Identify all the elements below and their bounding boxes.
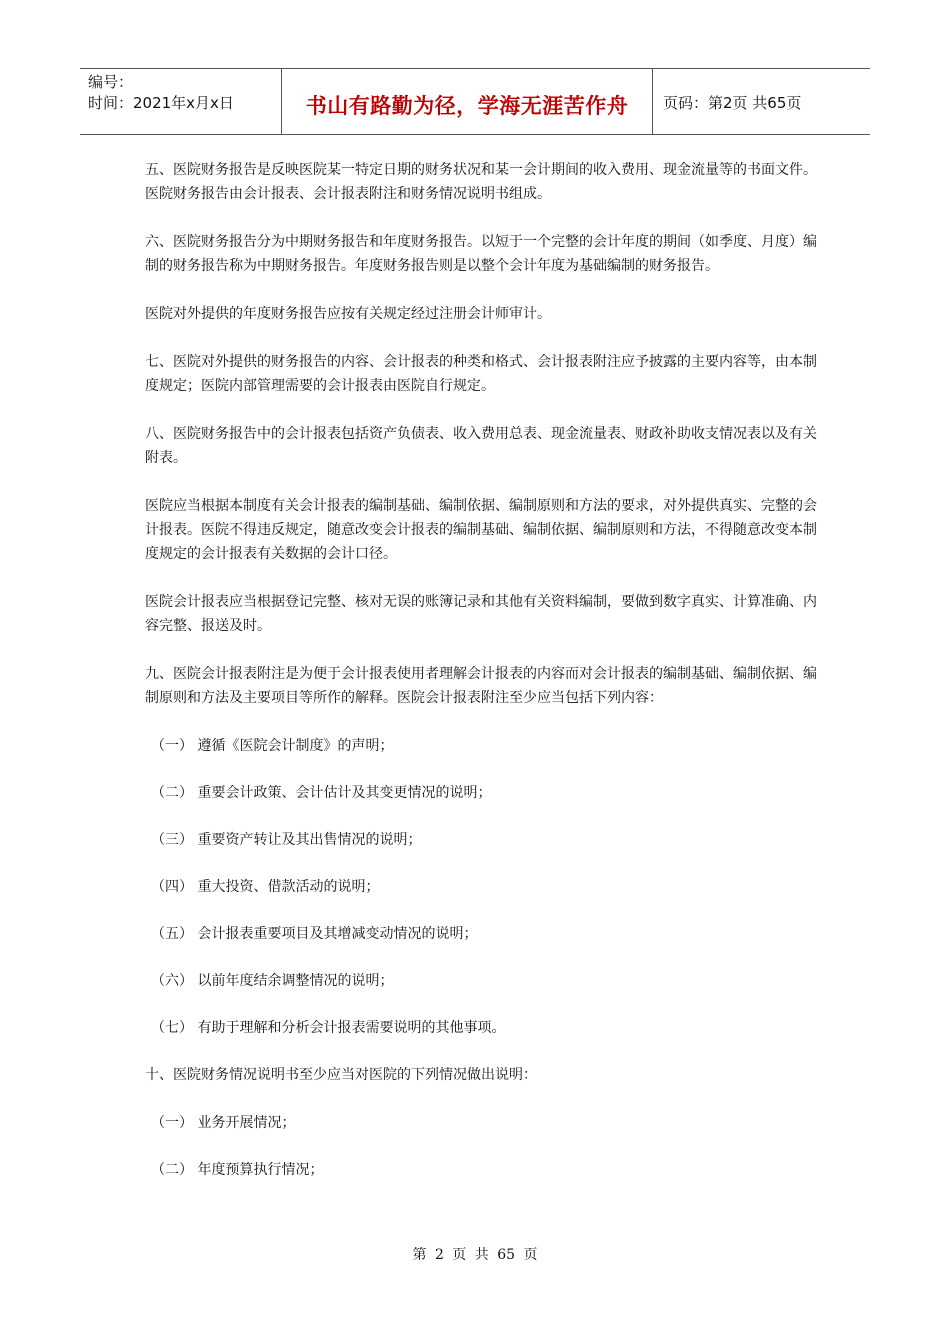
list-item: （二） 年度预算执行情况； — [151, 1162, 324, 1178]
paragraph: 五、医院财务报告是反映医院某一特定日期的财务状况和某一会计期间的收入费用、现金流量等的书面文件。医院财务报告由会计报表、会计报表附注和财务情况说明书组成。 — [145, 162, 817, 202]
header-motto: 书山有路勤为径，学海无涯苦作舟 — [282, 69, 653, 134]
list-item: （三） 重要资产转让及其出售情况的说明； — [151, 832, 422, 848]
list-item: （七） 有助于理解和分析会计报表需要说明的其他事项。 — [151, 1020, 506, 1036]
list-item: （六） 以前年度结余调整情况的说明； — [151, 973, 394, 989]
paragraph: 九、医院会计报表附注是为便于会计报表使用者理解会计报表的内容而对会计报表的编制基础、编制依据、编制原则和方法及主要项目等所作的解释。医院会计报表附注至少应当包括下列内容： — [145, 666, 817, 706]
paragraph: 六、医院财务报告分为中期财务报告和年度财务报告。以短于一个完整的会计年度的期间（如季度、月度）编制的财务报告称为中期财务报告。年度财务报告则是以整个会计年度为基础编制的财务报告。 — [145, 234, 817, 274]
doc-number-label: 编号： — [88, 73, 134, 91]
paragraph: 十、医院财务情况说明书至少应当对医院的下列情况做出说明： — [145, 1067, 537, 1083]
list-item: （一） 业务开展情况； — [151, 1115, 296, 1131]
list-item: （四） 重大投资、借款活动的说明； — [151, 879, 380, 895]
list-item: （一） 遵循《医院会计制度》的声明； — [151, 738, 394, 754]
header-page-info: 页码：第2页 共65页 — [663, 94, 802, 112]
paragraph: 七、医院对外提供的财务报告的内容、会计报表的种类和格式、会计报表附注应予披露的主要内容等，由本制度规定；医院内部管理需要的会计报表由医院自行规定。 — [145, 354, 817, 394]
paragraph: 医院应当根据本制度有关会计报表的编制基础、编制依据、编制原则和方法的要求，对外提供真实、完整的会计报表。医院不得违反规定，随意改变会计报表的编制基础、编制依据、编制原则和方法，不得随意改变本制度规定的会计报表有关数据的会计口径。 — [145, 498, 817, 562]
list-item: （二） 重要会计政策、会计估计及其变更情况的说明； — [151, 785, 492, 801]
paragraph: 八、医院财务报告中的会计报表包括资产负债表、收入费用总表、现金流量表、财政补助收支情况表以及有关附表。 — [145, 426, 817, 466]
paragraph: 医院会计报表应当根据登记完整、核对无误的账簿记录和其他有关资料编制，要做到数字真实、计算准确、内容完整、报送及时。 — [145, 594, 817, 634]
list-item: （五） 会计报表重要项目及其增减变动情况的说明； — [151, 926, 478, 942]
page-header — [80, 68, 870, 135]
doc-date: 时间：2021年x月x日 — [88, 94, 234, 112]
paragraph: 医院对外提供的年度财务报告应按有关规定经过注册会计师审计。 — [145, 306, 551, 322]
page-footer: 第 2 页 共 65 页 — [412, 1247, 538, 1263]
document-body — [145, 158, 820, 1205]
header-meta — [80, 69, 282, 134]
